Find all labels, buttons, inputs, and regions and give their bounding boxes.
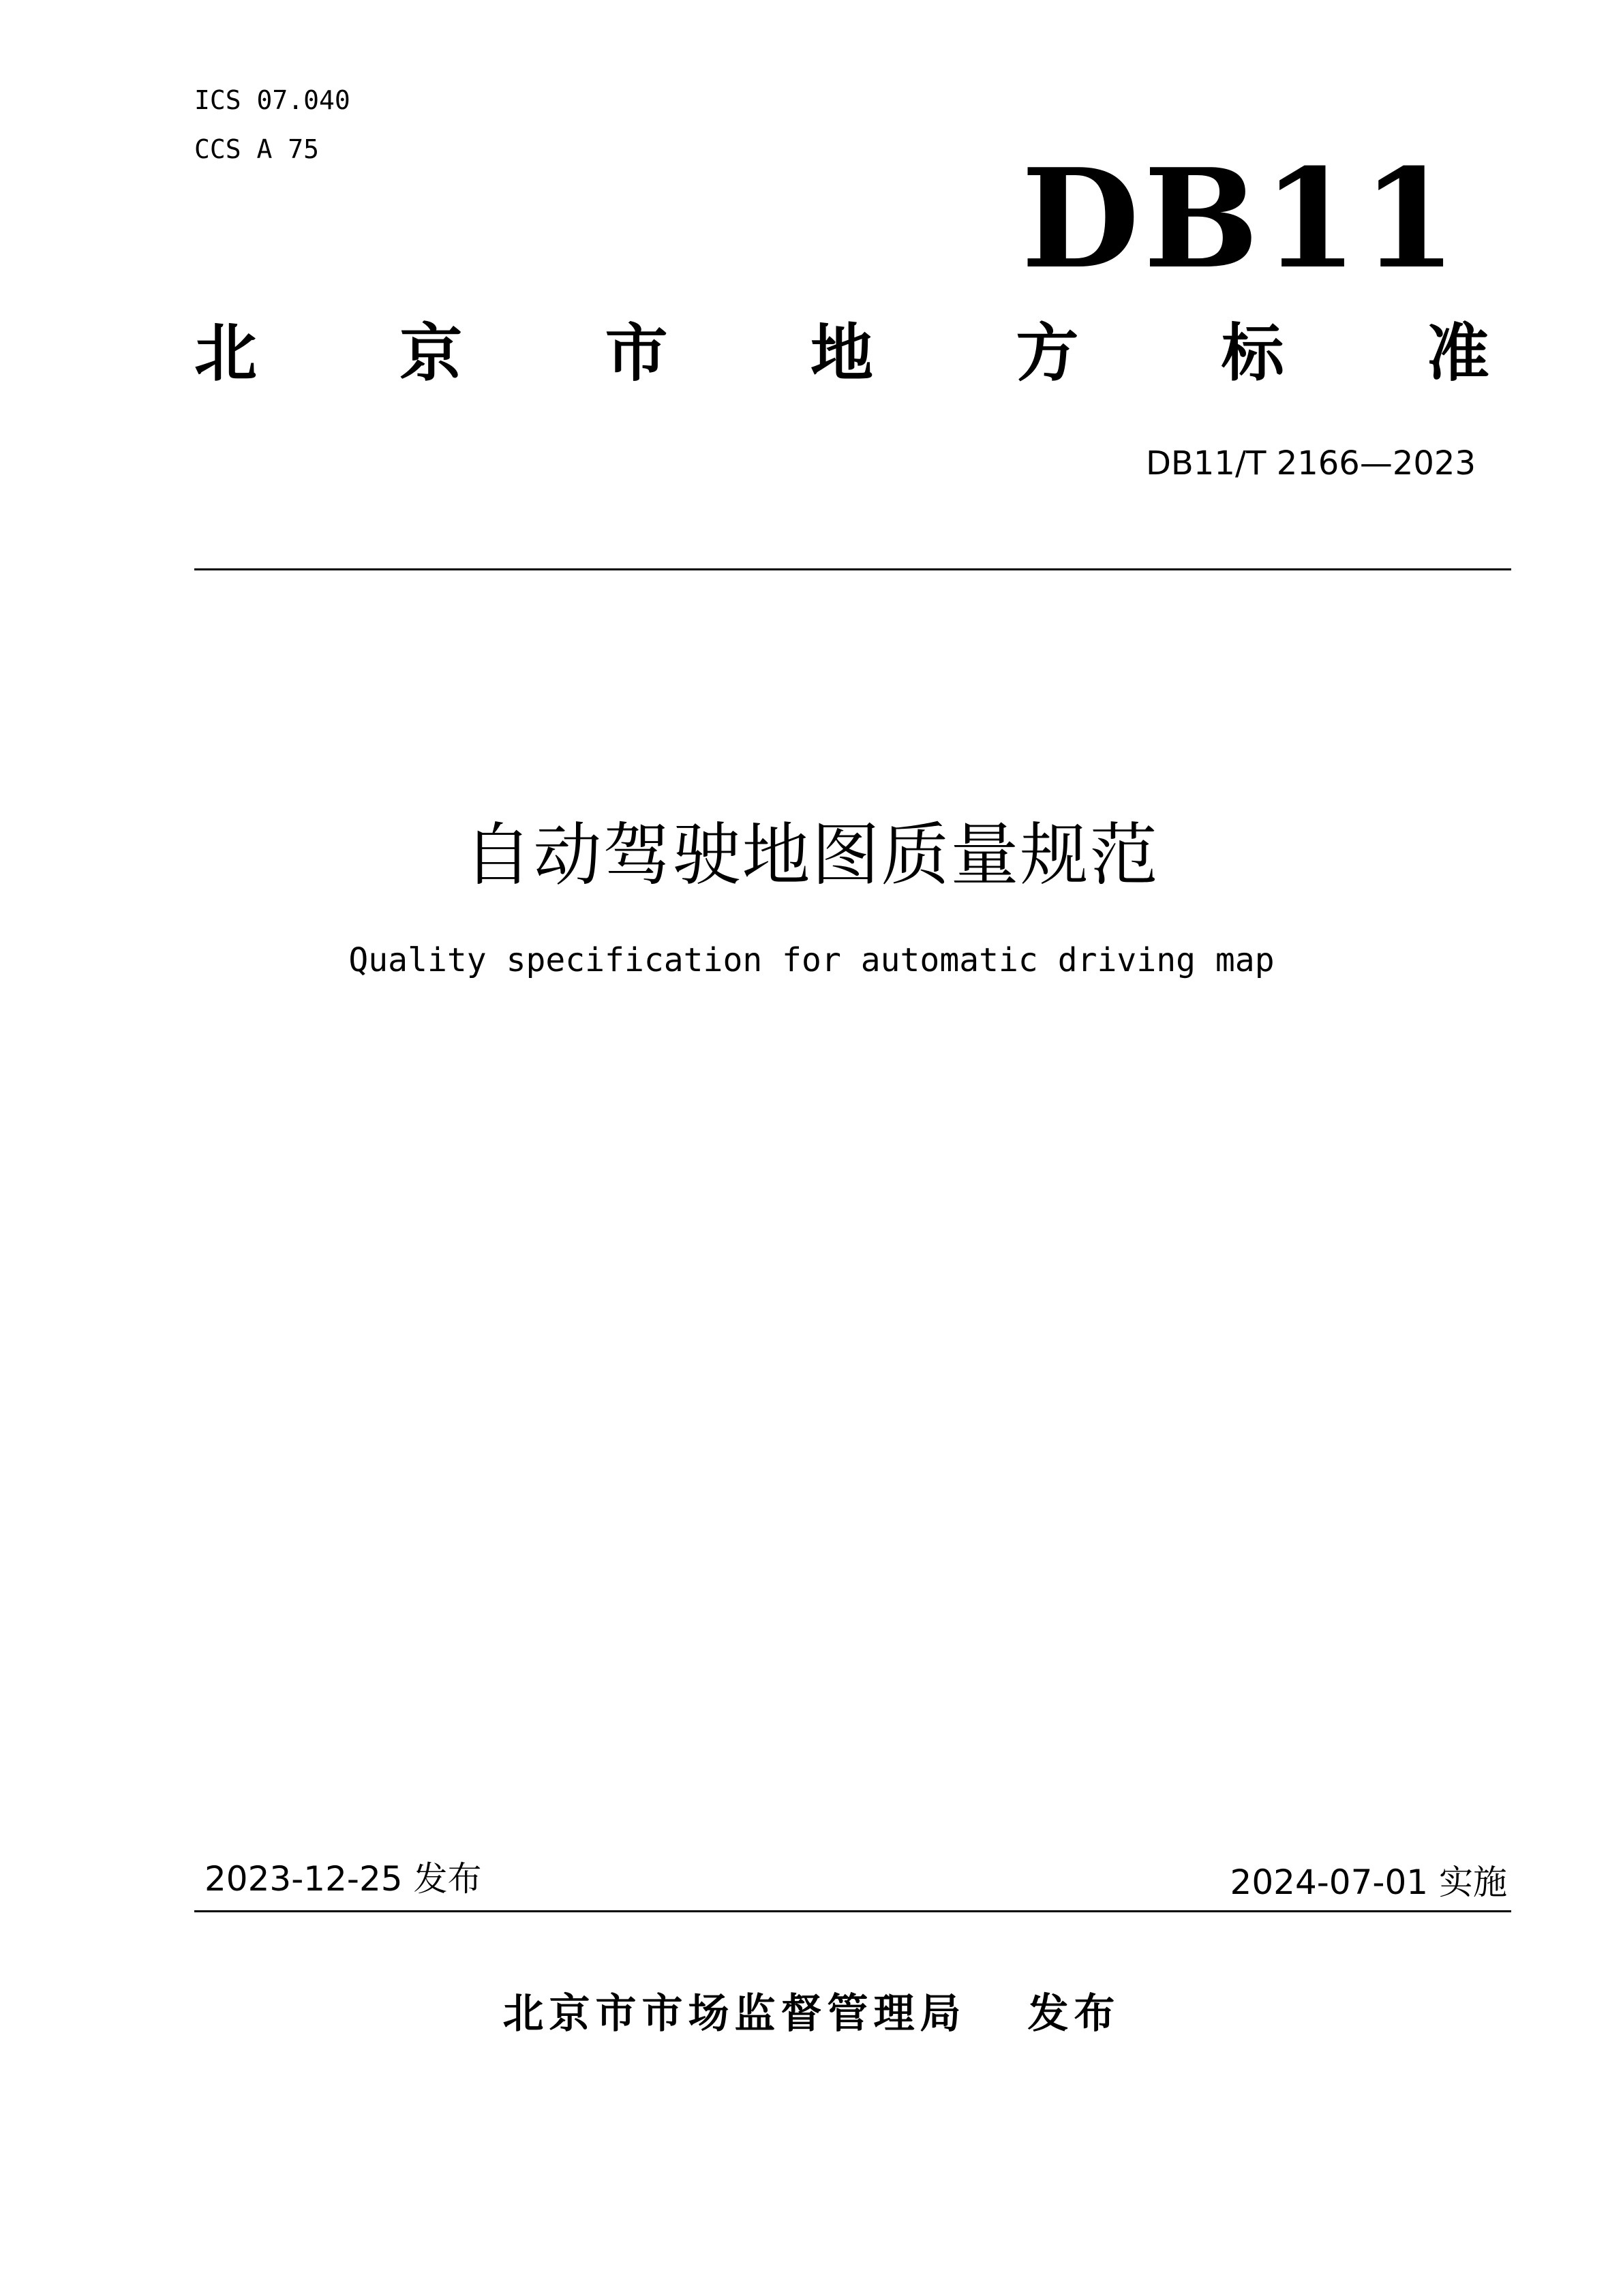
standard-type-char: 北	[194, 317, 258, 390]
standard-type-char: 市	[605, 317, 668, 390]
publisher-line	[0, 1991, 1623, 2036]
implementation-date: 2024-07-01 实施	[1230, 1863, 1507, 1902]
standard-type-heading	[194, 319, 1489, 388]
standard-type-char: 标	[1221, 317, 1284, 390]
document-title-english: Quality specification for automatic driving map	[348, 941, 1275, 979]
standard-type-char: 京	[399, 317, 463, 390]
issue-date: 2023-12-25 发布	[204, 1859, 482, 1899]
standard-number: DB11/T 2166—2023	[1145, 444, 1476, 483]
publisher-action: 发布	[1027, 1990, 1121, 2038]
publisher-name: 北京市市场监督管理局	[502, 1990, 967, 2038]
ics-code: ICS 07.040	[194, 85, 350, 115]
standard-type-char: 准	[1426, 317, 1489, 390]
standard-type-char: 地	[810, 317, 873, 390]
document-title-chinese: 自动驾驶地图质量规范	[464, 815, 1159, 895]
bottom-divider	[194, 1910, 1511, 1912]
top-divider	[194, 568, 1511, 570]
db11-logo: DB11	[1021, 139, 1461, 299]
ccs-code: CCS A 75	[194, 134, 320, 164]
standard-type-char: 方	[1016, 317, 1079, 390]
